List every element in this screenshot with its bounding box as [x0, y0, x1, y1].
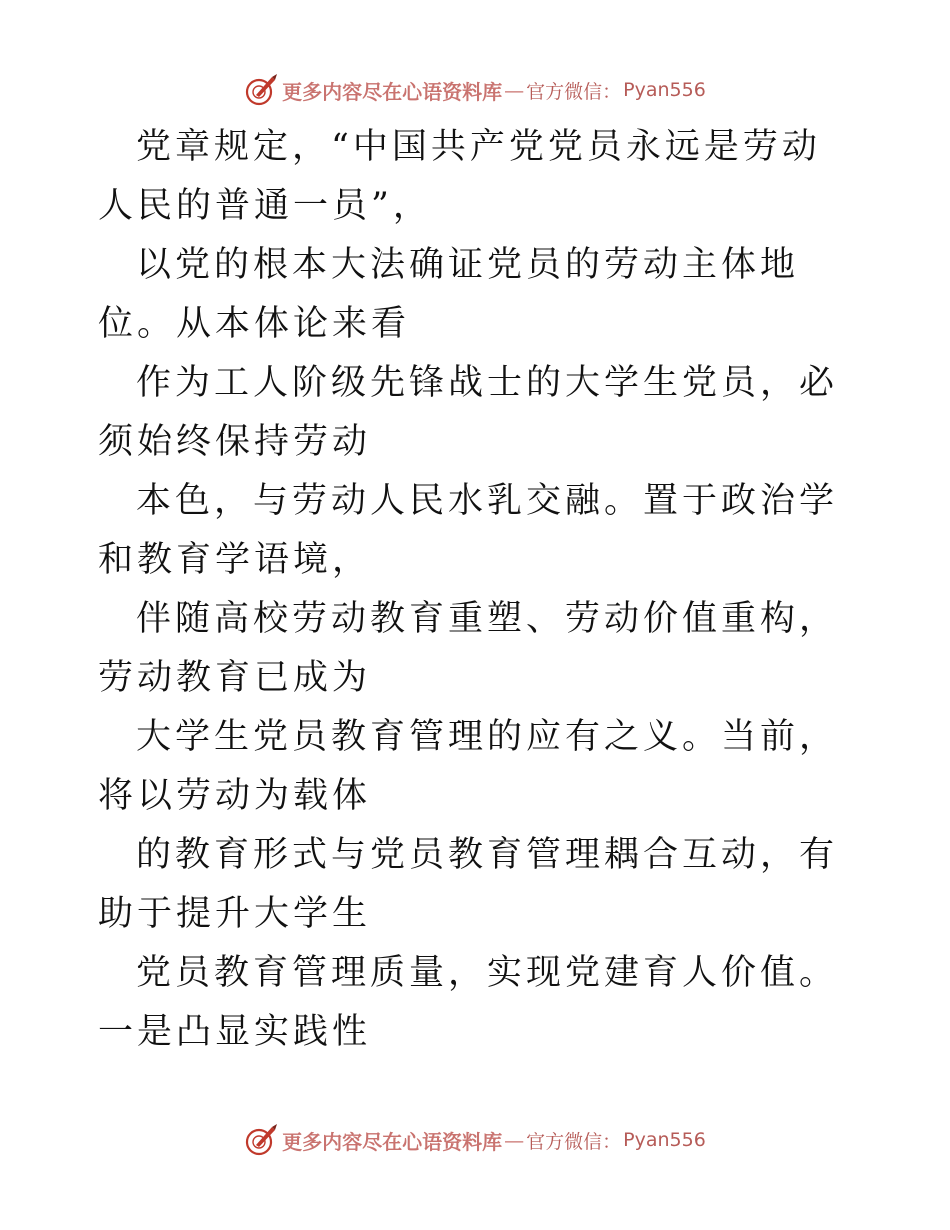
header-banner — [0, 70, 950, 110]
paragraph-4: 本色，与劳动人民水乳交融。置于政治学和教育学语境， — [98, 481, 839, 580]
paragraph-2: 以党的根本大法确证党员的劳动主体地位。从本体论来看 — [98, 245, 800, 344]
document-body — [98, 118, 858, 1062]
footer-site-name: 更多内容尽在心语资料库 — [282, 1129, 503, 1154]
header-dash: — — [504, 78, 525, 102]
paragraph-5: 伴随高校劳动教育重塑、劳动价值重构，劳动教育已成为 — [98, 599, 839, 698]
paragraph-7: 的教育形式与党员教育管理耦合互动，有助于提升大学生 — [98, 835, 839, 934]
quill-logo-icon — [244, 73, 278, 107]
footer-wechat-account: Pyan556 — [623, 1129, 706, 1151]
footer-banner — [0, 1120, 950, 1160]
header-wechat-label: 官方微信： — [526, 80, 622, 103]
footer-wechat-label: 官方微信： — [526, 1130, 622, 1153]
paragraph-1: 党章规定，“中国共产党党员永远是劳动人民的普通一员”， — [98, 127, 821, 226]
paragraph-8: 党员教育管理质量，实现党建育人价值。一是凸显实践性 — [98, 953, 839, 1052]
quill-logo-icon — [244, 1123, 278, 1157]
header-wechat-account: Pyan556 — [623, 79, 706, 101]
paragraph-3: 作为工人阶级先锋战士的大学生党员，必须始终保持劳动 — [98, 363, 839, 462]
header-site-name: 更多内容尽在心语资料库 — [282, 79, 503, 104]
paragraph-6: 大学生党员教育管理的应有之义。当前，将以劳动为载体 — [98, 717, 839, 816]
footer-dash: — — [504, 1128, 525, 1152]
